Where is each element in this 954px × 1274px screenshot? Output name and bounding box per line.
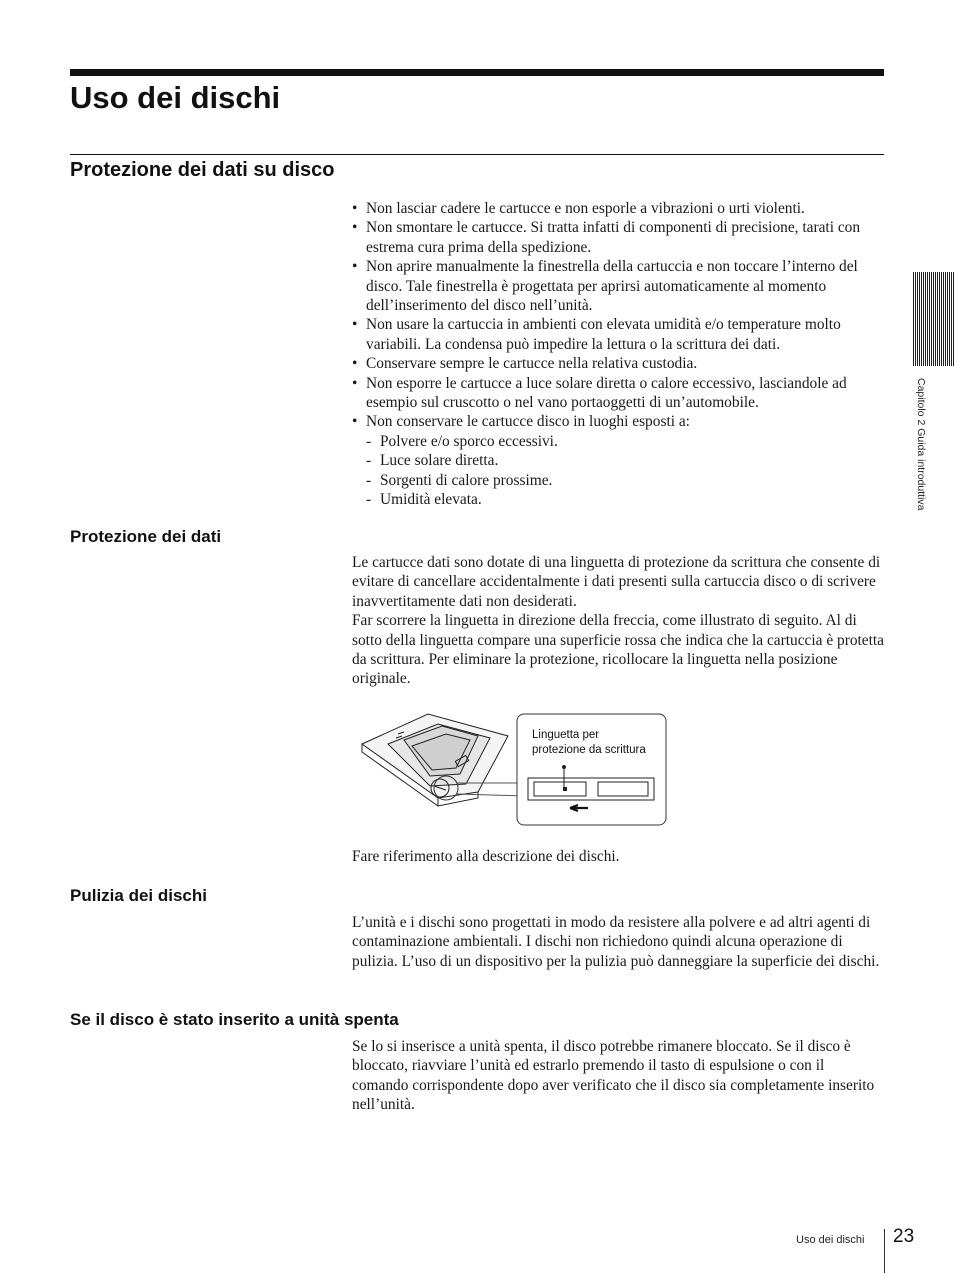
- list-item: • Non esporre le cartucce a luce solare diretta o calore eccessivo, lasciandole ad esempio sul cruscotto o nel vano portaoggetti di un’automobile.: [352, 374, 847, 412]
- title-rule: [70, 69, 884, 76]
- list-item: • Conservare sempre le cartucce nella relativa custodia.: [352, 355, 698, 373]
- cleaning-heading: Pulizia dei dischi: [70, 886, 207, 905]
- write-protect-tab-figure: [358, 706, 670, 830]
- footer-section-label: Uso dei dischi: [796, 1234, 865, 1246]
- sub-list-item: - Sorgenti di calore prossime.: [366, 471, 553, 489]
- list-item: • Non smontare le cartucce. Si tratta infatti di componenti di precisione, tarati con estrema cura prima della spedizione.: [352, 219, 861, 256]
- section-title: Protezione dei dati su disco: [70, 159, 335, 181]
- page-number: 23: [893, 1226, 915, 1247]
- leader-line-bottom: [456, 794, 526, 796]
- data-protection-paragraph-1: Le cartucce dati sono dotate di una linguetta di protezione da scrittura che consente di evitare di cancellare accidentalmente i dati presenti sulla cartuccia disco o di scrivere inavvertitamente dati non desiderati.: [352, 554, 881, 610]
- powered-off-heading: Se il disco è stato inserito a unità spenta: [70, 1010, 399, 1029]
- storage-conditions: [366, 432, 884, 510]
- chapter-side-label: Capitolo 2 Guida introduttiva: [915, 378, 927, 511]
- sub-list-item: - Polvere e/o sporco eccessivi.: [366, 432, 558, 450]
- care-bullets: [352, 199, 884, 510]
- cleaning-paragraph: L’unità e i dischi sono progettati in modo da resistere alla polvere e ad altri agenti di contaminazione ambientali. I dischi non richiedono quindi alcuna operazione di pulizia. L’uso di un dispositivo per la pulizia può danneggiare la superficie dei dischi.: [352, 914, 880, 970]
- section-rule: [70, 154, 884, 155]
- data-protection-body: [352, 553, 884, 689]
- data-protection-paragraph-2: Far scorrere la linguetta in direzione della freccia, come illustrato di seguito. Al di sotto della linguetta compare una superficie rossa che indica che la cartuccia è protetta da scrittura. Per eliminare la protezione, ricollocare la linguetta nella posizione originale.: [352, 612, 885, 688]
- sub-list-item: - Luce solare diretta.: [366, 452, 499, 470]
- list-item: • Non usare la cartuccia in ambienti con elevata umidità e/o temperature molto variabili. La condensa può impedire la lettura o la scrittura dei dati.: [352, 316, 841, 353]
- tab-slider: [563, 787, 567, 791]
- care-list: [352, 199, 884, 510]
- figure-reference: Fare riferimento alla descrizione dei dischi.: [352, 848, 620, 865]
- write-protect-tab-detail: [528, 778, 654, 800]
- callout-label-line-2: protezione da scrittura: [532, 744, 646, 756]
- powered-off-paragraph: Se lo si inserisce a unità spenta, il disco potrebbe rimanere bloccato. Se il disco è bloccato, riavviare l’unità ed estrarlo premendo il tasto di espulsione o con il comando corrispondente dopo aver verificato che il disco sia completamente inserito nell’unità.: [352, 1038, 875, 1114]
- list-item: • Non conservare le cartucce disco in luoghi esposti a: - Polvere e/o sporco eccessivi. - Luce solare diretta. - Sorgenti di calore prossime. - Umidità elevata.: [352, 412, 884, 509]
- list-item: • Non aprire manualmente la finestrella della cartuccia e non toccare l’interno del disco. Tale finestrella è progettata per aprirsi automaticamente al momento dell’inserimento del disco nell’unità.: [352, 258, 858, 315]
- page-title: Uso dei dischi: [70, 80, 281, 115]
- list-item: • Non lasciar cadere le cartucce e non esporle a vibrazioni o urti violenti.: [352, 200, 805, 217]
- chapter-tab-marker: [913, 272, 954, 366]
- sub-list-item: - Umidità elevata.: [366, 491, 482, 509]
- data-protection-heading: Protezione dei dati: [70, 527, 222, 546]
- callout-label-line-1: Linguetta per: [532, 729, 600, 741]
- tab-pointer-dot: [562, 765, 566, 769]
- footer-divider: [884, 1229, 885, 1273]
